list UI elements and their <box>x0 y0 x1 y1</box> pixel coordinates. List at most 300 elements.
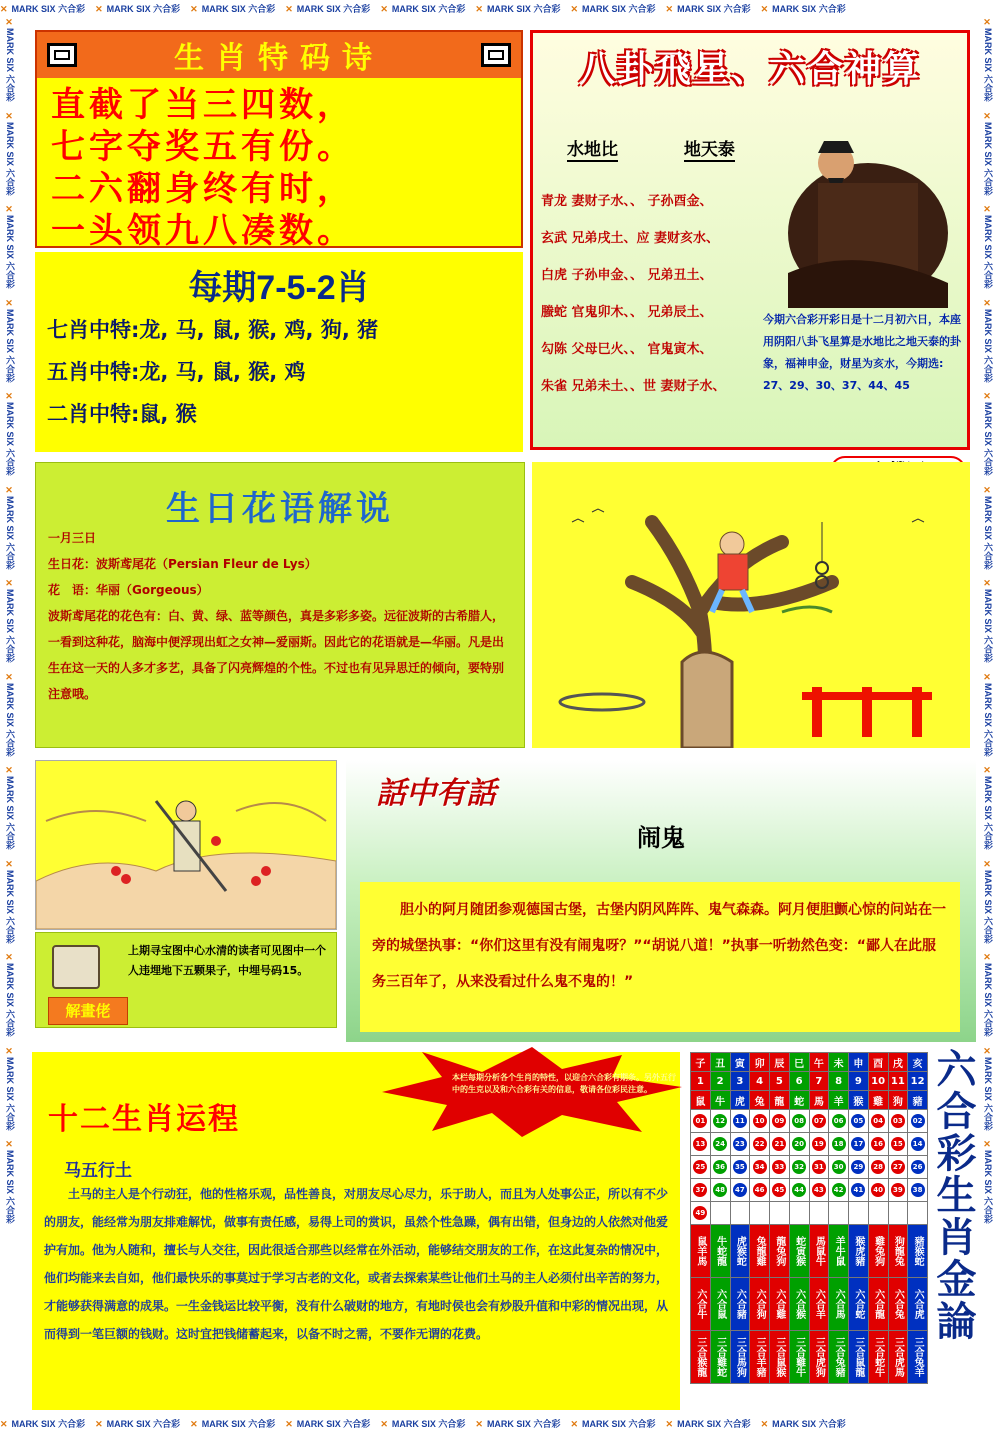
joke-panel <box>346 760 976 1042</box>
brand-strip-unit <box>475 0 560 18</box>
grid-cell <box>888 1156 908 1179</box>
brand-en: MARK SIX <box>983 308 993 356</box>
grid-cell: 猴虎豬 <box>849 1225 869 1278</box>
number-ball: 25 <box>693 1160 707 1174</box>
grid-row <box>691 1278 928 1331</box>
brand-cn: 六合彩 <box>5 261 15 289</box>
poem-line: 二六翻身终有时， <box>51 169 355 209</box>
brand-cn: 六合彩 <box>983 729 993 757</box>
bagua-note: 今期六合彩开彩日是十二月初六日，本座用阴阳八卦飞星算是水地比之地天泰的卦象，福神申金，财星为亥水，今期选: 27、29、30、37、44、45 <box>763 313 961 392</box>
number-ball: 02 <box>911 1114 925 1128</box>
grid-cell <box>829 1110 849 1133</box>
brand-en: MARK SIX <box>486 4 534 14</box>
brand-cn: 六合彩 <box>983 261 993 289</box>
cross-icon: ✕ <box>5 18 15 28</box>
brand-cn: 六合彩 <box>983 1103 993 1131</box>
number-ball: 24 <box>713 1137 727 1151</box>
grid-cell <box>888 1110 908 1133</box>
grid-cell <box>710 1133 730 1156</box>
number-ball: 18 <box>832 1137 846 1151</box>
number-ball: 05 <box>851 1114 865 1128</box>
brand-en: MARK SIX <box>983 1056 993 1104</box>
grid-cell: 三合兔羊 <box>908 1331 928 1384</box>
brand-en: MARK SIX <box>983 121 993 169</box>
picks-headline: 每期7-5-2肖 <box>188 269 370 307</box>
brand-cn: 六合彩 <box>343 1419 371 1429</box>
brand-cn: 六合彩 <box>983 542 993 570</box>
poem-title: 生肖特码诗 <box>174 41 384 76</box>
grid-cell: 六合牛 <box>691 1278 711 1331</box>
grid-cell <box>809 1110 829 1133</box>
grid-cell: 三合雞牛 <box>789 1331 809 1384</box>
brand-strip-unit <box>0 1415 85 1433</box>
brand-strip-unit <box>979 766 997 850</box>
grid-row <box>691 1110 928 1133</box>
brand-strip-unit <box>1 18 19 102</box>
brand-en: MARK SIX <box>5 776 15 823</box>
left-border-strip <box>0 18 20 1415</box>
cross-icon: ✕ <box>5 205 15 216</box>
grid-cell <box>691 1156 711 1179</box>
cross-icon: ✕ <box>665 1419 674 1429</box>
brand-strip-unit <box>979 673 997 757</box>
brand-en: MARK SIX <box>582 4 629 14</box>
grid-cell: 子 <box>691 1053 711 1072</box>
brand-strip-unit <box>1 112 19 196</box>
brand-cn: 六合彩 <box>5 168 15 196</box>
cross-icon: ✕ <box>5 859 15 870</box>
grid-cell <box>691 1179 711 1202</box>
grid-cell: 蛇寅猴 <box>789 1225 809 1278</box>
brand-cn: 六合彩 <box>818 4 846 14</box>
cross-icon: ✕ <box>983 1140 993 1151</box>
number-ball: 26 <box>911 1160 925 1174</box>
cross-icon: ✕ <box>983 205 993 216</box>
brand-cn: 六合彩 <box>153 1419 181 1429</box>
answer-panel <box>35 932 337 1028</box>
grid-cell: 六合羊 <box>809 1278 829 1331</box>
brand-cn: 六合彩 <box>5 822 15 850</box>
brand-cn: 六合彩 <box>818 1419 846 1429</box>
brand-en: MARK SIX <box>5 402 15 449</box>
brand-strip-unit <box>979 112 997 196</box>
grid-row <box>691 1179 928 1202</box>
cross-icon: ✕ <box>570 1419 579 1429</box>
brand-cn: 六合彩 <box>628 4 656 14</box>
zodiac-poem-panel <box>35 30 523 251</box>
grid-cell: 三合蛇牛 <box>868 1331 888 1384</box>
number-ball: 01 <box>693 1114 707 1128</box>
grid-cell <box>888 1179 908 1202</box>
bagua-head-right: 地天泰 <box>684 135 735 162</box>
grid-cell <box>868 1156 888 1179</box>
cross-icon: ✕ <box>5 579 15 590</box>
number-ball: 47 <box>733 1183 747 1197</box>
cross-icon: ✕ <box>475 1419 483 1429</box>
cross-icon: ✕ <box>983 392 993 403</box>
answer-text: 上期寻宝图中心水清的读者可见图中一个人违埋地下五颗果子，中埋号码15。 <box>128 944 326 977</box>
grid-cell <box>789 1110 809 1133</box>
cross-icon: ✕ <box>5 392 15 403</box>
brand-en: MARK SIX <box>983 215 993 262</box>
grid-cell: 六合龍 <box>868 1278 888 1331</box>
number-ball: 41 <box>851 1183 865 1197</box>
poem-header <box>37 32 521 78</box>
tree-cartoon <box>532 462 970 748</box>
grid-cell: 鼠羊馬 <box>691 1225 711 1278</box>
brand-en: MARK SIX <box>983 495 993 543</box>
cross-icon: ✕ <box>5 298 15 309</box>
grid-cell: 9 <box>849 1072 869 1091</box>
grid-cell: 亥 <box>908 1053 928 1072</box>
brand-en: MARK SIX <box>677 4 724 14</box>
grid-cell <box>868 1202 888 1225</box>
grid-cell <box>849 1133 869 1156</box>
brand-en: MARK SIX <box>5 308 15 356</box>
brand-en: MARK SIX <box>296 4 344 14</box>
picks-row: 五肖中特:龙, 马, 鼠, 猴, 鸡 <box>47 360 306 384</box>
grid-cell: 牛蛇龍 <box>710 1225 730 1278</box>
grid-cell: 三合羊豬 <box>750 1331 770 1384</box>
grid-cell: 六合鼠 <box>710 1278 730 1331</box>
cross-icon: ✕ <box>983 579 993 590</box>
grid-cell <box>770 1179 790 1202</box>
brand-en: MARK SIX <box>391 1419 439 1429</box>
number-ball: 28 <box>871 1160 885 1174</box>
grid-cell <box>730 1110 750 1133</box>
number-ball: 14 <box>911 1137 925 1151</box>
grid-cell <box>730 1202 750 1225</box>
grid-cell <box>750 1156 770 1179</box>
number-ball: 31 <box>812 1160 826 1174</box>
grid-cell: 三合兔豬 <box>829 1331 849 1384</box>
grid-cell <box>908 1133 928 1156</box>
joke-title: 闹鬼 <box>637 823 685 852</box>
grid-cell <box>868 1110 888 1133</box>
grid-cell: 六合馬 <box>829 1278 849 1331</box>
brand-strip-unit <box>979 860 997 944</box>
birthday-flower-panel <box>35 462 525 748</box>
grid-cell <box>691 1202 711 1225</box>
grid-cell: 雞兔狗 <box>868 1225 888 1278</box>
grid-cell: 丑 <box>710 1053 730 1072</box>
cross-icon: ✕ <box>190 1419 198 1429</box>
grid-cell: 1 <box>691 1072 711 1091</box>
brand-cn: 六合彩 <box>983 448 993 476</box>
grid-cell: 11 <box>888 1072 908 1091</box>
number-ball: 37 <box>693 1183 707 1197</box>
zodiac-picks-panel <box>35 252 523 452</box>
grid-cell: 8 <box>829 1072 849 1091</box>
number-ball: 33 <box>772 1160 786 1174</box>
luck-subtitle: 马五行土 <box>64 1161 132 1181</box>
brand-en: MARK SIX <box>772 4 819 14</box>
brand-strip-unit <box>979 205 997 289</box>
brand-en: MARK SIX <box>106 4 154 14</box>
grid-cell: 羊牛鼠 <box>829 1225 849 1278</box>
brand-strip-unit <box>1 953 19 1037</box>
cross-icon: ✕ <box>5 672 15 683</box>
brand-en: MARK SIX <box>5 963 15 1010</box>
grid-cell: 7 <box>809 1072 829 1091</box>
grid-cell <box>750 1110 770 1133</box>
grid-cell: 虎 <box>730 1091 750 1110</box>
grid-cell: 龍 <box>770 1091 790 1110</box>
brand-cn: 六合彩 <box>438 1419 466 1429</box>
flower-date: 一月三日 <box>48 531 97 545</box>
grid-cell: 狗 <box>888 1091 908 1110</box>
grid-cell: 三合雞蛇 <box>710 1331 730 1384</box>
cross-icon: ✕ <box>5 953 15 964</box>
brand-strip-unit <box>979 1047 997 1131</box>
number-ball: 03 <box>891 1114 905 1128</box>
brand-en: MARK SIX <box>5 28 15 75</box>
grid-cell <box>730 1133 750 1156</box>
grid-cell: 豬猴蛇 <box>908 1225 928 1278</box>
bagua-row: 勾陈 父母巳火、、 官鬼寅木、 <box>541 342 713 357</box>
grid-cell: 兔 <box>750 1091 770 1110</box>
grid-cell: 巳 <box>789 1053 809 1072</box>
brand-en: MARK SIX <box>11 4 59 14</box>
brand-en: MARK SIX <box>11 1419 59 1429</box>
grid-cell: 六合蛇 <box>849 1278 869 1331</box>
grid-row <box>691 1072 928 1091</box>
grid-cell <box>750 1202 770 1225</box>
grid-cell <box>908 1202 928 1225</box>
grid-cell <box>750 1179 770 1202</box>
number-ball: 22 <box>753 1137 767 1151</box>
bagua-row: 白虎 子孙申金、、 兄弟丑土、 <box>541 268 713 283</box>
brand-cn: 六合彩 <box>5 1196 15 1224</box>
brand-en: MARK SIX <box>983 589 993 636</box>
grid-cell <box>829 1179 849 1202</box>
number-ball: 27 <box>891 1160 905 1174</box>
brand-strip-unit <box>475 1415 560 1433</box>
cross-icon: ✕ <box>983 766 993 777</box>
number-ball: 21 <box>772 1137 786 1151</box>
grid-cell: 雞 <box>868 1091 888 1110</box>
brand-en: MARK SIX <box>772 1419 819 1429</box>
brand-strip-unit <box>1 205 19 289</box>
brand-cn: 六合彩 <box>5 1009 15 1037</box>
flower-title: 生日花语解说 <box>166 489 394 529</box>
grid-cell: 10 <box>868 1072 888 1091</box>
number-ball: 49 <box>693 1206 707 1220</box>
grid-cell: 虎猴蛇 <box>730 1225 750 1278</box>
grid-cell: 豬 <box>908 1091 928 1110</box>
grid-cell <box>849 1179 869 1202</box>
number-ball: 11 <box>733 1114 747 1128</box>
brand-cn: 六合彩 <box>5 355 15 383</box>
grid-cell: 六合虎 <box>908 1278 928 1331</box>
grid-cell <box>710 1179 730 1202</box>
joke-body: 胆小的阿月随团参观德国古堡，古堡内阴风阵阵、鬼气森森。阿月便胆颤心惊的问站在一旁的城堡执事：“你们这里有没有闹鬼呀？”“胡说八道！”执事一听勃然色变：“鄙人在此服务三百年了，从来没看过什么鬼不鬼的！” <box>360 882 960 1032</box>
cross-icon: ✕ <box>380 1419 388 1429</box>
grid-cell <box>730 1156 750 1179</box>
grid-cell <box>770 1202 790 1225</box>
brand-cn: 六合彩 <box>5 542 15 570</box>
brand-strip-unit <box>979 579 997 663</box>
brand-en: MARK SIX <box>5 589 15 636</box>
bagua-row: 玄武 兄弟戌土、应 妻财亥水、 <box>541 231 720 246</box>
side-title-panel <box>930 1048 976 1410</box>
grid-cell: 蛇 <box>789 1091 809 1110</box>
grid-cell: 4 <box>750 1072 770 1091</box>
brand-en: MARK SIX <box>5 121 15 169</box>
brand-strip-unit <box>380 1415 465 1433</box>
cross-icon: ✕ <box>0 4 8 14</box>
brand-strip-unit <box>1 299 19 383</box>
brand-cn: 六合彩 <box>628 1419 656 1429</box>
grid-cell <box>750 1133 770 1156</box>
grid-cell: 6 <box>789 1072 809 1091</box>
grid-cell <box>908 1179 928 1202</box>
number-ball: 32 <box>792 1160 806 1174</box>
grid-row <box>691 1133 928 1156</box>
brand-en: MARK SIX <box>201 4 249 14</box>
grid-cell <box>868 1179 888 1202</box>
cross-icon: ✕ <box>983 18 993 28</box>
grid-row <box>691 1225 928 1278</box>
brand-strip-unit <box>190 0 275 18</box>
grid-cell: 三合猴龍 <box>691 1331 711 1384</box>
brand-cn: 六合彩 <box>983 168 993 196</box>
grid-cell <box>809 1179 829 1202</box>
zodiac-number-grid <box>690 1052 928 1410</box>
grid-cell <box>908 1110 928 1133</box>
brand-strip-unit <box>285 0 370 18</box>
grid-cell: 申 <box>849 1053 869 1072</box>
grid-cell <box>770 1156 790 1179</box>
brand-cn: 六合彩 <box>5 1103 15 1131</box>
cross-icon: ✕ <box>95 1419 103 1429</box>
brand-en: MARK SIX <box>5 1150 15 1197</box>
brand-strip-unit <box>1 1047 19 1131</box>
brand-en: MARK SIX <box>391 4 439 14</box>
number-ball: 20 <box>792 1137 806 1151</box>
grid-cell <box>908 1156 928 1179</box>
grid-cell <box>789 1156 809 1179</box>
brand-strip-unit <box>1 579 19 663</box>
brand-strip-unit <box>285 1415 370 1433</box>
grid-cell: 六合雞 <box>770 1278 790 1331</box>
cross-icon: ✕ <box>983 672 993 683</box>
grid-row <box>691 1202 928 1225</box>
brand-en: MARK SIX <box>983 28 993 75</box>
brand-cn: 六合彩 <box>5 729 15 757</box>
number-ball: 38 <box>911 1183 925 1197</box>
brand-en: MARK SIX <box>983 776 993 823</box>
brand-en: MARK SIX <box>983 963 993 1010</box>
cross-icon: ✕ <box>5 485 15 496</box>
grid-cell <box>849 1110 869 1133</box>
brand-cn: 六合彩 <box>58 1419 86 1429</box>
grid-cell: 5 <box>770 1072 790 1091</box>
grid-cell: 六合狗 <box>750 1278 770 1331</box>
grid-cell: 三合鼠猴 <box>770 1331 790 1384</box>
brand-cn: 六合彩 <box>248 1419 276 1429</box>
grid-cell <box>710 1202 730 1225</box>
flower-name: 生日花：波斯鸢尾花（Persian Fleur de Lys） <box>48 557 317 571</box>
grid-cell <box>789 1179 809 1202</box>
grid-cell: 午 <box>809 1053 829 1072</box>
brand-en: MARK SIX <box>983 869 993 917</box>
grid-cell: 兔龍雞 <box>750 1225 770 1278</box>
cross-icon: ✕ <box>5 766 15 777</box>
grid-cell: 六合猴 <box>789 1278 809 1331</box>
brand-cn: 六合彩 <box>983 1009 993 1037</box>
grid-cell <box>829 1202 849 1225</box>
brand-en: MARK SIX <box>296 1419 344 1429</box>
picks-row: 二肖中特:鼠, 猴 <box>47 402 197 426</box>
number-ball: 44 <box>792 1183 806 1197</box>
cross-icon: ✕ <box>5 111 15 122</box>
brand-en: MARK SIX <box>5 215 15 262</box>
brand-strip-unit <box>761 0 846 18</box>
brand-cn: 六合彩 <box>5 635 15 663</box>
treasure-cartoon <box>35 760 337 930</box>
grid-cell <box>888 1133 908 1156</box>
brand-cn: 六合彩 <box>983 1196 993 1224</box>
grid-cell: 猴 <box>849 1091 869 1110</box>
brand-strip-unit <box>1 673 19 757</box>
bagua-row: 朱雀 兄弟未土、、世 妻财子水、 <box>541 379 726 394</box>
grid-cell <box>710 1156 730 1179</box>
grid-row <box>691 1156 928 1179</box>
grid-cell: 鼠 <box>691 1091 711 1110</box>
brand-strip-unit <box>1 766 19 850</box>
brand-en: MARK SIX <box>983 402 993 449</box>
bagua-panel <box>530 30 970 450</box>
grid-cell <box>691 1110 711 1133</box>
bottom-border-strip <box>0 1415 998 1433</box>
brand-strip-unit <box>979 392 997 476</box>
number-ball: 06 <box>832 1114 846 1128</box>
grid-cell <box>888 1202 908 1225</box>
cross-icon: ✕ <box>760 1419 769 1429</box>
number-ball: 12 <box>713 1114 727 1128</box>
brand-en: MARK SIX <box>983 682 993 730</box>
grid-cell <box>849 1156 869 1179</box>
grid-cell <box>770 1133 790 1156</box>
treasure-cartoon-illustration <box>36 761 336 929</box>
brand-strip-unit <box>979 953 997 1037</box>
grid-cell <box>789 1202 809 1225</box>
brand-strip-unit <box>666 1415 751 1433</box>
bagua-row: 青龙 妻财子水、、 子孙酉金、 <box>541 194 713 209</box>
grid-cell: 三合鼠龍 <box>849 1331 869 1384</box>
brand-strip-unit <box>95 1415 180 1433</box>
answer-label: 解畫佬 <box>48 997 128 1025</box>
brand-strip-unit <box>570 0 655 18</box>
brand-en: MARK SIX <box>106 1419 154 1429</box>
side-title: 六合彩生肖金論 <box>930 1048 977 1342</box>
grid-cell: 狗龍兔 <box>888 1225 908 1278</box>
grid-cell <box>809 1156 829 1179</box>
cross-icon: ✕ <box>570 4 579 14</box>
grid-cell <box>829 1133 849 1156</box>
grid-cell <box>868 1133 888 1156</box>
grid-cell: 龍兔狗 <box>770 1225 790 1278</box>
grid-cell: 馬 <box>809 1091 829 1110</box>
brand-en: MARK SIX <box>983 1150 993 1197</box>
grid-cell: 三合馬狗 <box>730 1331 750 1384</box>
grid-cell <box>710 1110 730 1133</box>
right-border-strip <box>978 18 998 1415</box>
brand-en: MARK SIX <box>486 1419 534 1429</box>
flower-language: 花 语：华丽（Gorgeous） <box>48 583 209 597</box>
brand-strip-unit <box>1 392 19 476</box>
